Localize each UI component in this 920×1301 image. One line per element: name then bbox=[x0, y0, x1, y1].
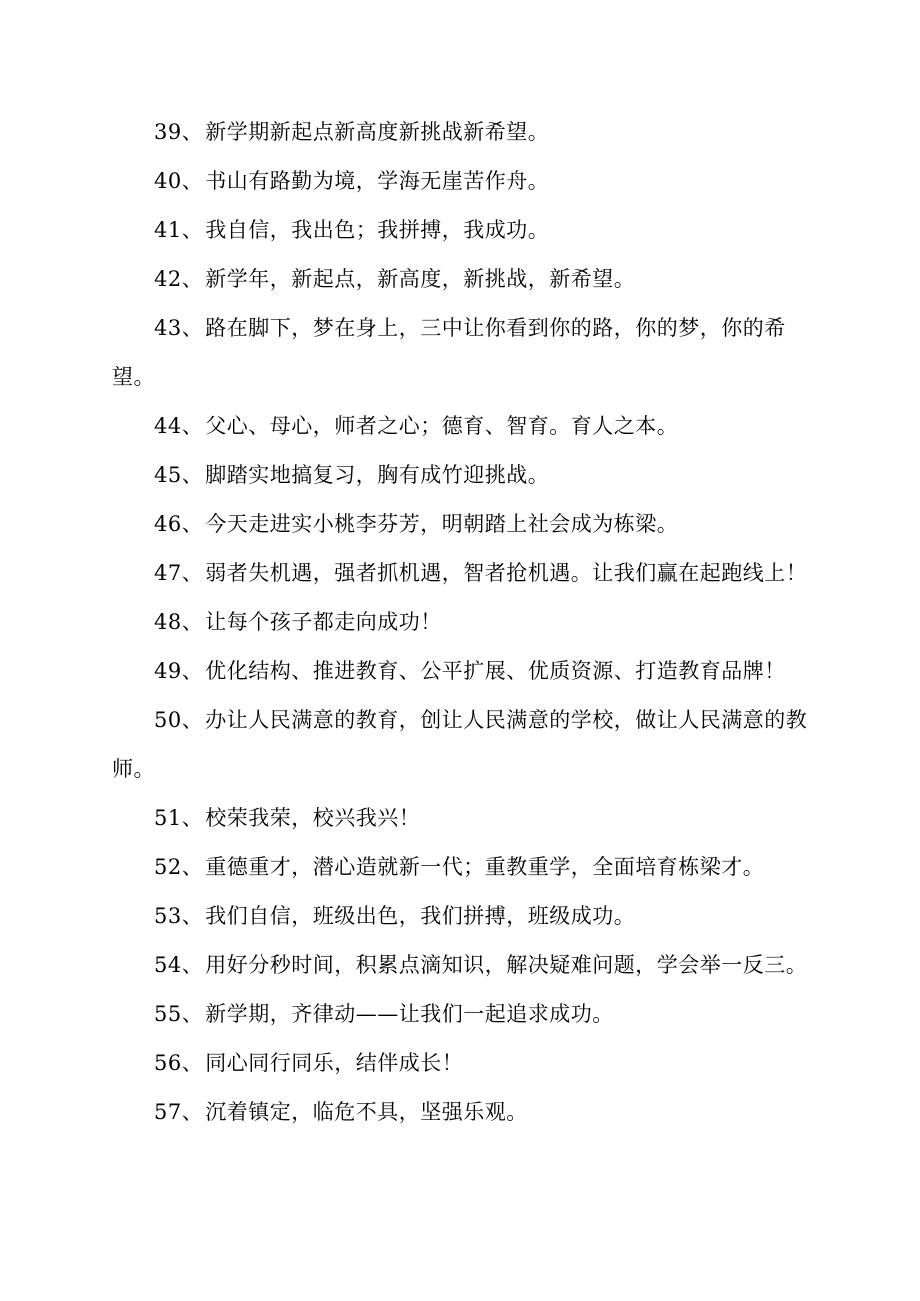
item-number: 54、 bbox=[154, 953, 204, 977]
item-number: 53、 bbox=[154, 904, 204, 928]
item-number: 50、 bbox=[154, 708, 204, 732]
item-text: 同心同行同乐，结伴成长！ bbox=[205, 1051, 464, 1075]
list-item bbox=[112, 206, 812, 255]
item-text: 路在脚下，梦在身上，三中让你看到你的路，你的梦，你的希望。 bbox=[112, 316, 786, 389]
item-number: 46、 bbox=[154, 512, 204, 536]
item-number: 55、 bbox=[154, 1002, 204, 1026]
item-text: 优化结构、推进教育、公平扩展、优质资源、打造教育品牌！ bbox=[205, 659, 786, 683]
item-number: 39、 bbox=[154, 120, 204, 144]
item-number: 57、 bbox=[154, 1100, 204, 1124]
list-item bbox=[112, 843, 812, 892]
list-item bbox=[112, 1039, 812, 1088]
item-text: 用好分秒时间，积累点滴知识，解决疑难问题，学会举一反三。 bbox=[205, 953, 808, 977]
item-text: 让每个孩子都走向成功！ bbox=[205, 610, 442, 634]
item-text: 脚踏实地搞复习，胸有成竹迎挑战。 bbox=[205, 463, 550, 487]
list-item bbox=[112, 451, 812, 500]
list-item bbox=[112, 794, 812, 843]
list-item bbox=[112, 108, 812, 157]
item-number: 49、 bbox=[154, 659, 204, 683]
item-number: 42、 bbox=[154, 267, 204, 291]
item-text: 重德重才，潜心造就新一代；重教重学，全面培育栋梁才。 bbox=[205, 855, 765, 879]
item-text: 我自信，我出色；我拼搏，我成功。 bbox=[205, 218, 550, 242]
list-item bbox=[112, 549, 812, 598]
list-item bbox=[112, 941, 812, 990]
item-text: 今天走进实小桃李芬芳，明朝踏上社会成为栋梁。 bbox=[205, 512, 679, 536]
item-number: 43、 bbox=[154, 316, 204, 340]
item-number: 52、 bbox=[154, 855, 204, 879]
item-text: 新学年，新起点，新高度，新挑战，新希望。 bbox=[205, 267, 636, 291]
list-item bbox=[112, 500, 812, 549]
item-text: 沉着镇定，临危不具，坚强乐观。 bbox=[205, 1100, 528, 1124]
item-text: 新学期新起点新高度新挑战新希望。 bbox=[205, 120, 550, 144]
item-text: 我们自信，班级出色，我们拼搏，班级成功。 bbox=[205, 904, 636, 928]
list-item bbox=[112, 157, 812, 206]
item-number: 51、 bbox=[154, 806, 204, 830]
item-text: 书山有路勤为境，学海无崖苦作舟。 bbox=[205, 169, 550, 193]
item-number: 40、 bbox=[154, 169, 204, 193]
item-text: 办让人民满意的教育，创让人民满意的学校，做让人民满意的教师。 bbox=[112, 708, 808, 781]
list-item bbox=[112, 1088, 812, 1137]
item-text: 校荣我荣，校兴我兴！ bbox=[205, 806, 421, 830]
item-number: 56、 bbox=[154, 1051, 204, 1075]
item-text: 新学期，齐律动——让我们一起追求成功。 bbox=[205, 1002, 614, 1026]
item-number: 48、 bbox=[154, 610, 204, 634]
list-item bbox=[112, 598, 812, 647]
list-item bbox=[112, 990, 812, 1039]
list-item bbox=[112, 892, 812, 941]
slogan-list bbox=[112, 108, 812, 1137]
list-item bbox=[112, 402, 812, 451]
list-item bbox=[112, 255, 812, 304]
list-item bbox=[112, 647, 812, 696]
list-item bbox=[112, 696, 812, 794]
list-item bbox=[112, 304, 812, 402]
item-number: 41、 bbox=[154, 218, 204, 242]
item-text: 父心、母心，师者之心；德育、智育。育人之本。 bbox=[205, 414, 679, 438]
item-number: 47、 bbox=[154, 561, 204, 585]
item-number: 45、 bbox=[154, 463, 204, 487]
item-text: 弱者失机遇，强者抓机遇，智者抢机遇。让我们赢在起跑线上！ bbox=[205, 561, 808, 585]
item-number: 44、 bbox=[154, 414, 204, 438]
